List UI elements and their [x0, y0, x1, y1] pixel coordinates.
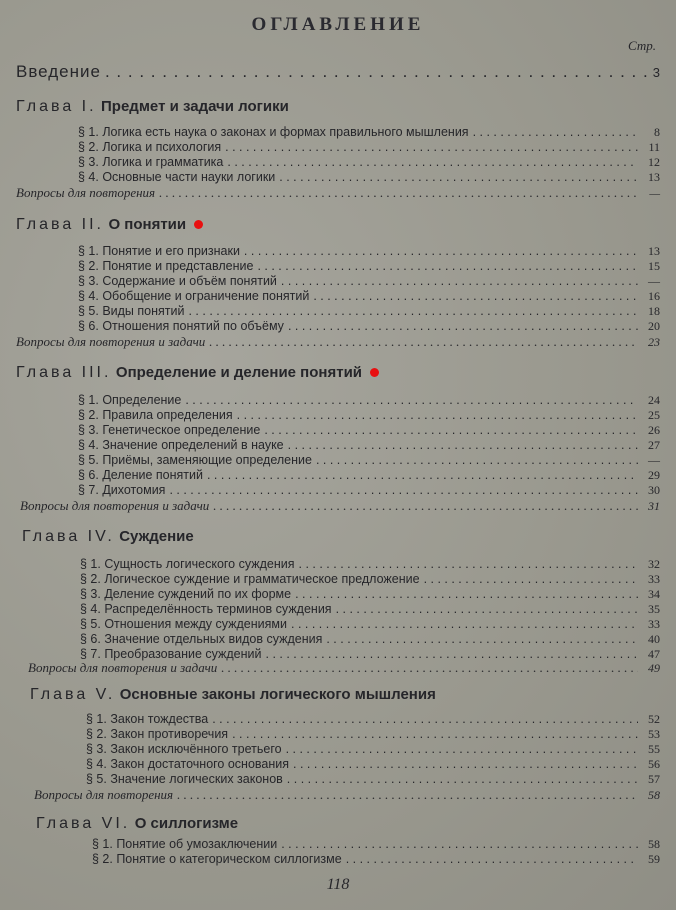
- toc-section-entry-label: § 7. Дихотомия: [78, 483, 166, 497]
- red-dot-marker-icon: [370, 368, 379, 377]
- toc-section-entry: [78, 408, 660, 423]
- toc-section-entry-label: § 3. Логика и грамматика: [78, 155, 224, 169]
- toc-section-entry-label: § 3. Содержание и объём понятий: [78, 274, 277, 288]
- toc-section-entry-page: 56: [648, 757, 660, 771]
- toc-section-entry-page: 55: [648, 742, 660, 756]
- leader-dots: [217, 660, 638, 675]
- chapter-heading: [16, 98, 289, 116]
- chapter-prefix: Глава II.: [16, 216, 104, 233]
- intro-page: 3: [652, 65, 661, 80]
- toc-section-entry: [78, 170, 660, 185]
- chapter-prefix: Глава I.: [16, 98, 97, 115]
- toc-section-entry: [78, 274, 660, 289]
- toc-section-entry-label: § 2. Понятие о категорическом силлогизме: [92, 852, 342, 866]
- toc-section-entry: [80, 617, 660, 632]
- toc-section-entry-page: 13: [648, 170, 660, 184]
- leader-dots: [284, 319, 638, 334]
- review-questions-entry-page: —: [649, 186, 660, 200]
- leader-dots: [101, 62, 649, 82]
- toc-section-entry-page: —: [648, 453, 660, 467]
- chapter-heading: [36, 815, 238, 833]
- toc-section-entry: [78, 438, 660, 453]
- toc-section-entry-page: 59: [648, 852, 660, 866]
- toc-section-entry: [78, 319, 660, 334]
- review-questions-entry-label: Вопросы для повторения: [16, 185, 156, 200]
- leader-dots: [221, 140, 638, 155]
- chapter-title: Определение и деление понятий: [115, 364, 363, 381]
- page-title: ОГЛАВЛЕНИЕ: [251, 14, 425, 35]
- review-questions-entry-page: 23: [648, 335, 660, 349]
- leader-dots: [287, 617, 638, 632]
- toc-section-entry: [78, 155, 660, 170]
- toc-section-entry-label: § 1. Определение: [78, 393, 182, 407]
- toc-section-entry-label: § 4. Основные части науки логики: [78, 170, 276, 184]
- toc-section-entry: [78, 468, 660, 483]
- toc-section-entry-label: § 1. Понятие об умозаключении: [92, 837, 278, 851]
- review-questions-entry-label: Вопросы для повторения: [34, 787, 174, 802]
- leader-dots: [342, 852, 638, 867]
- toc-section-entry-label: § 1. Понятие и его признаки: [78, 244, 240, 258]
- toc-section-entry-label: § 2. Логическое суждение и грамматическое предложение: [80, 572, 420, 586]
- leader-dots: [283, 772, 638, 787]
- toc-section-entry: [86, 757, 660, 772]
- toc-section-entry-label: § 4. Закон достаточного основания: [86, 757, 290, 771]
- chapter-prefix: Глава IV.: [22, 528, 115, 545]
- toc-section-entry: [78, 140, 660, 155]
- page-number: 118: [326, 876, 350, 893]
- leader-dots: [228, 727, 638, 742]
- chapter-prefix: Глава III.: [16, 364, 112, 381]
- toc-section-entry: [78, 453, 660, 468]
- toc-section-entry: [78, 289, 660, 304]
- toc-section-entry-page: 58: [648, 837, 660, 851]
- leader-dots: [282, 742, 638, 757]
- toc-section-entry: [92, 852, 660, 867]
- leader-dots: [291, 587, 638, 602]
- toc-section-entry-page: 34: [648, 587, 660, 601]
- toc-section-entry-label: § 5. Приёмы, заменяющие определение: [78, 453, 312, 467]
- toc-section-entry-label: § 3. Генетическое определение: [78, 423, 261, 437]
- leader-dots: [233, 408, 638, 423]
- review-questions-entry-page: 49: [648, 661, 660, 675]
- chapter-heading: [30, 686, 436, 704]
- toc-section-entry-label: § 4. Распределённость терминов суждения: [80, 602, 332, 616]
- toc-section-entry-label: § 2. Правила определения: [78, 408, 233, 422]
- leader-dots: [260, 423, 638, 438]
- review-questions-entry: [34, 787, 660, 802]
- toc-section-entry: [78, 304, 660, 319]
- toc-section-entry: [92, 837, 660, 852]
- toc-section-entry-page: 57: [648, 772, 660, 786]
- chapter-title: О силлогизме: [134, 815, 239, 832]
- toc-section-entry-page: 16: [648, 289, 660, 303]
- toc-intro-entry: [16, 62, 661, 82]
- toc-section-entry: [78, 423, 660, 438]
- leader-dots: [332, 602, 638, 617]
- chapter-title: Предмет и задачи логики: [101, 98, 289, 115]
- toc-section-entry: [80, 557, 660, 572]
- toc-section-entry-label: § 5. Виды понятий: [78, 304, 185, 318]
- toc-section-entry-label: § 7. Преобразование суждений: [80, 647, 262, 661]
- toc-section-entry: [78, 483, 660, 498]
- toc-section-entry-page: 18: [648, 304, 660, 318]
- toc-section-entry-page: —: [648, 274, 660, 288]
- toc-section-entry-label: § 5. Значение логических законов: [86, 772, 283, 786]
- page-column-label: Стр.: [628, 38, 656, 53]
- leader-dots: [203, 468, 638, 483]
- leader-dots: [173, 787, 638, 802]
- toc-section-entry-label: § 5. Отношения между суждениями: [80, 617, 287, 631]
- toc-section-entry-label: § 1. Логика есть наука о законах и формах правильного мышления: [78, 125, 469, 139]
- toc-section-entry-page: 13: [648, 244, 660, 258]
- leader-dots: [205, 334, 638, 349]
- leader-dots: [223, 155, 638, 170]
- review-questions-entry: [28, 660, 660, 675]
- chapter-title: О понятии: [108, 216, 187, 233]
- leader-dots: [275, 170, 638, 185]
- toc-section-entry: [78, 125, 660, 140]
- toc-section-entry-page: 29: [648, 468, 660, 482]
- leader-dots: [155, 185, 638, 200]
- toc-section-entry-page: 30: [648, 483, 660, 497]
- toc-section-entry-label: § 2. Понятие и представление: [78, 259, 254, 273]
- leader-dots: [240, 244, 638, 259]
- leader-dots: [295, 557, 638, 572]
- leader-dots: [209, 498, 638, 513]
- toc-section-entry-page: 52: [648, 712, 660, 726]
- leader-dots: [208, 712, 638, 727]
- toc-section-entry: [86, 727, 660, 742]
- chapter-title: Суждение: [119, 528, 194, 545]
- toc-section-entry: [86, 712, 660, 727]
- chapter-prefix: Глава VI.: [36, 815, 131, 832]
- review-questions-entry: [16, 334, 660, 349]
- toc-section-entry-label: § 3. Закон исключённого третьего: [86, 742, 282, 756]
- toc-section-entry-label: § 4. Обобщение и ограничение понятий: [78, 289, 310, 303]
- chapter-heading: [16, 364, 379, 382]
- toc-section-entry-page: 40: [648, 632, 660, 646]
- chapter-heading: [16, 216, 203, 234]
- toc-section-entry-label: § 4. Значение определений в науке: [78, 438, 284, 452]
- leader-dots: [277, 274, 638, 289]
- toc-section-entry: [78, 393, 660, 408]
- leader-dots: [309, 289, 638, 304]
- toc-section-entry-page: 53: [648, 727, 660, 741]
- toc-section-entry-page: 33: [648, 617, 660, 631]
- leader-dots: [420, 572, 638, 587]
- chapter-title: Основные законы логического мышления: [119, 686, 436, 703]
- leader-dots: [289, 757, 638, 772]
- toc-section-entry-label: § 6. Отношения понятий по объёму: [78, 319, 284, 333]
- toc-section-entry-page: 27: [648, 438, 660, 452]
- toc-section-entry: [80, 587, 660, 602]
- review-questions-entry-page: 31: [648, 499, 660, 513]
- toc-section-entry-label: § 3. Деление суждений по их форме: [80, 587, 292, 601]
- leader-dots: [165, 483, 638, 498]
- leader-dots: [253, 259, 638, 274]
- toc-section-entry: [80, 602, 660, 617]
- chapter-heading: [22, 528, 194, 546]
- toc-section-entry-page: 35: [648, 602, 660, 616]
- chapter-prefix: Глава V.: [30, 686, 116, 703]
- toc-section-entry-label: § 1. Сущность логического суждения: [80, 557, 295, 571]
- toc-section-entry-page: 20: [648, 319, 660, 333]
- toc-section-entry-page: 11: [648, 140, 660, 154]
- toc-section-entry-page: 8: [654, 125, 660, 139]
- toc-section-entry-label: § 6. Значение отдельных видов суждения: [80, 632, 323, 646]
- toc-section-entry: [86, 742, 660, 757]
- leader-dots: [184, 304, 638, 319]
- toc-section-entry: [80, 632, 660, 647]
- intro-label: Введение: [16, 62, 101, 81]
- review-questions-entry-label: Вопросы для повторения и задачи: [20, 498, 210, 513]
- toc-section-entry-page: 32: [648, 557, 660, 571]
- leader-dots: [284, 438, 638, 453]
- review-questions-entry-label: Вопросы для повторения и задачи: [16, 334, 206, 349]
- leader-dots: [322, 632, 638, 647]
- leader-dots: [277, 837, 638, 852]
- toc-section-entry-page: 15: [648, 259, 660, 273]
- toc-section-entry: [78, 244, 660, 259]
- leader-dots: [181, 393, 638, 408]
- toc-section-entry-page: 33: [648, 572, 660, 586]
- review-questions-entry: [16, 185, 660, 200]
- review-questions-entry-label: Вопросы для повторения и задачи: [28, 660, 218, 675]
- toc-section-entry-page: 26: [648, 423, 660, 437]
- leader-dots: [312, 453, 638, 468]
- toc-section-entry-page: 47: [648, 647, 660, 661]
- review-questions-entry-page: 58: [648, 788, 660, 802]
- toc-section-entry-label: § 2. Логика и психология: [78, 140, 222, 154]
- review-questions-entry: [20, 498, 660, 513]
- toc-section-entry: [86, 772, 660, 787]
- leader-dots: [469, 125, 638, 140]
- toc-section-entry-label: § 2. Закон противоречия: [86, 727, 229, 741]
- toc-section-entry: [80, 572, 660, 587]
- toc-section-entry-label: § 1. Закон тождества: [86, 712, 209, 726]
- toc-section-entry-page: 24: [648, 393, 660, 407]
- toc-section-entry: [78, 259, 660, 274]
- red-dot-marker-icon: [194, 220, 203, 229]
- toc-section-entry-page: 25: [648, 408, 660, 422]
- toc-section-entry-page: 12: [648, 155, 660, 169]
- toc-section-entry-label: § 6. Деление понятий: [78, 468, 203, 482]
